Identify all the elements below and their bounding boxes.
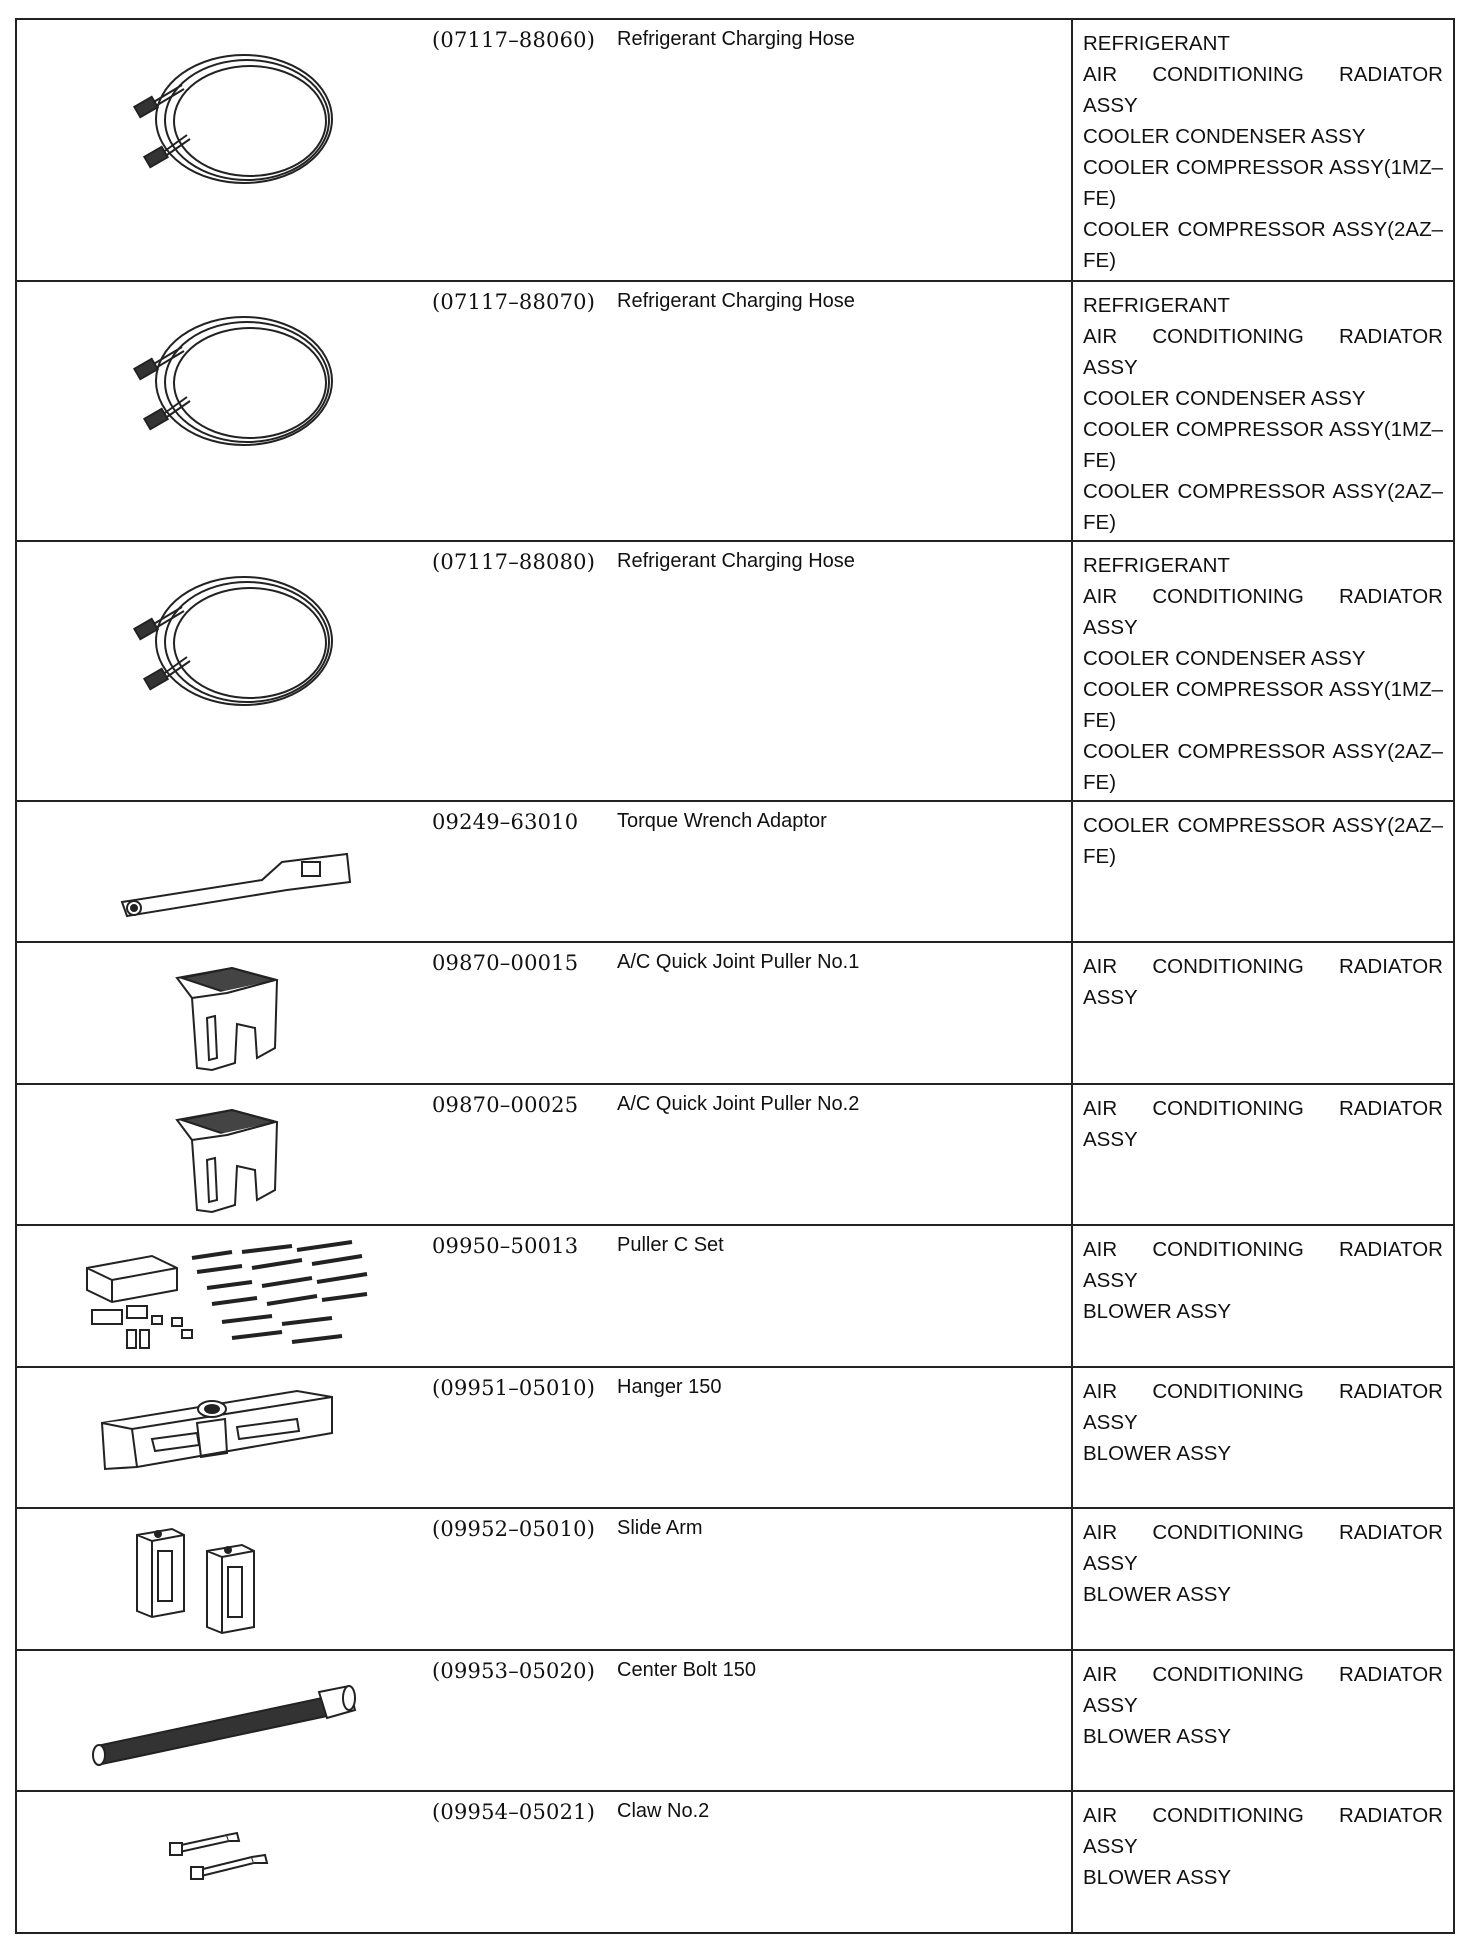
tool-name: Puller C Set [617, 1234, 724, 1256]
usage-list [1073, 1792, 1453, 1893]
tool-name: Claw No.2 [617, 1800, 710, 1822]
tool-cell [16, 1508, 1072, 1650]
usage-cell [1072, 19, 1454, 281]
usage-item: AIR CONDITIONING RADIATOR ASSY [1083, 1097, 1443, 1151]
usage-list [1073, 1509, 1453, 1610]
hanger-icon [97, 1383, 337, 1493]
usage-item: COOLER COMPRESSOR ASSY(2AZ–FE) [1083, 218, 1443, 272]
tool-row [16, 801, 1454, 942]
usage-item: AIR CONDITIONING RADIATOR ASSY [1083, 1663, 1443, 1717]
usage-list [1073, 1226, 1453, 1327]
usage-item: BLOWER ASSY [1083, 1442, 1232, 1465]
charging-hose-icon [122, 45, 342, 195]
tool-name: A/C Quick Joint Puller No.2 [617, 1093, 860, 1115]
part-number: (07117–88060) [432, 28, 596, 52]
usage-cell [1072, 281, 1454, 541]
usage-cell [1072, 1650, 1454, 1791]
part-number: 09950–50013 [432, 1234, 579, 1258]
tool-cell [16, 1367, 1072, 1508]
quick-joint-puller-icon [157, 1100, 297, 1215]
usage-cell [1072, 1225, 1454, 1367]
tool-row [16, 19, 1454, 281]
usage-item: COOLER COMPRESSOR ASSY(2AZ–FE) [1083, 480, 1443, 534]
quick-joint-puller-icon [157, 958, 297, 1073]
usage-cell [1072, 801, 1454, 942]
usage-cell [1072, 1508, 1454, 1650]
usage-item: AIR CONDITIONING RADIATOR ASSY [1083, 325, 1443, 379]
usage-list [1073, 1651, 1453, 1752]
usage-item: COOLER COMPRESSOR ASSY(1MZ–FE) [1083, 418, 1443, 472]
tool-row [16, 1367, 1454, 1508]
tool-name: Center Bolt 150 [617, 1659, 756, 1681]
usage-item: COOLER COMPRESSOR ASSY(1MZ–FE) [1083, 156, 1443, 210]
usage-item: REFRIGERANT [1083, 554, 1230, 577]
part-number: (07117–88070) [432, 290, 596, 314]
usage-cell [1072, 1367, 1454, 1508]
tool-cell [16, 801, 1072, 942]
tool-name: Hanger 150 [617, 1376, 722, 1398]
part-number: (07117–88080) [432, 550, 596, 574]
usage-list [1073, 1085, 1453, 1155]
tool-cell [16, 281, 1072, 541]
tool-name: Torque Wrench Adaptor [617, 810, 827, 832]
tool-cell [16, 19, 1072, 281]
tool-name: Refrigerant Charging Hose [617, 550, 855, 572]
usage-item: AIR CONDITIONING RADIATOR ASSY [1083, 585, 1443, 639]
usage-cell [1072, 541, 1454, 801]
tool-name: Refrigerant Charging Hose [617, 28, 855, 50]
part-number: 09870–00025 [432, 1093, 579, 1117]
tool-row [16, 1791, 1454, 1933]
usage-item: AIR CONDITIONING RADIATOR ASSY [1083, 63, 1443, 117]
tool-row [16, 942, 1454, 1084]
usage-item: AIR CONDITIONING RADIATOR ASSY [1083, 1238, 1443, 1292]
usage-item: COOLER COMPRESSOR ASSY(1MZ–FE) [1083, 678, 1443, 732]
tool-name: Refrigerant Charging Hose [617, 290, 855, 312]
usage-item: BLOWER ASSY [1083, 1866, 1232, 1889]
part-number: (09953–05020) [432, 1659, 596, 1683]
tool-name: A/C Quick Joint Puller No.1 [617, 951, 860, 973]
part-number: (09954–05021) [432, 1800, 596, 1824]
usage-cell [1072, 1084, 1454, 1225]
usage-item: COOLER CONDENSER ASSY [1083, 647, 1366, 670]
usage-item: AIR CONDITIONING RADIATOR ASSY [1083, 1804, 1443, 1858]
part-number: 09870–00015 [432, 951, 579, 975]
usage-list [1073, 282, 1453, 538]
tool-row [16, 1225, 1454, 1367]
usage-item: AIR CONDITIONING RADIATOR ASSY [1083, 1521, 1443, 1575]
usage-item: COOLER CONDENSER ASSY [1083, 125, 1366, 148]
torque-wrench-adaptor-icon [112, 832, 352, 922]
special-service-tools-table [15, 18, 1455, 1934]
usage-list [1073, 1368, 1453, 1469]
claw-icon [167, 1827, 277, 1887]
tool-row [16, 281, 1454, 541]
tool-row [16, 1084, 1454, 1225]
tool-row [16, 541, 1454, 801]
tool-cell [16, 1650, 1072, 1791]
usage-list [1073, 943, 1453, 1013]
center-bolt-icon [87, 1676, 357, 1776]
usage-item: BLOWER ASSY [1083, 1300, 1232, 1323]
usage-item: BLOWER ASSY [1083, 1583, 1232, 1606]
slide-arm-icon [132, 1521, 292, 1641]
usage-item: COOLER COMPRESSOR ASSY(2AZ–FE) [1083, 740, 1443, 794]
tool-cell [16, 541, 1072, 801]
usage-item: COOLER CONDENSER ASSY [1083, 387, 1366, 410]
charging-hose-icon [122, 567, 342, 717]
charging-hose-icon [122, 307, 342, 457]
usage-item: REFRIGERANT [1083, 32, 1230, 55]
part-number: 09249–63010 [432, 810, 579, 834]
tool-cell [16, 1084, 1072, 1225]
usage-cell [1072, 942, 1454, 1084]
tool-cell [16, 942, 1072, 1084]
usage-item: REFRIGERANT [1083, 294, 1230, 317]
usage-item: AIR CONDITIONING RADIATOR ASSY [1083, 1380, 1443, 1434]
usage-item: BLOWER ASSY [1083, 1725, 1232, 1748]
part-number: (09952–05010) [432, 1517, 596, 1541]
tool-name: Slide Arm [617, 1517, 703, 1539]
tool-row [16, 1508, 1454, 1650]
usage-list [1073, 802, 1453, 872]
tool-cell [16, 1225, 1072, 1367]
usage-list [1073, 20, 1453, 276]
puller-set-icon [82, 1238, 372, 1358]
part-number: (09951–05010) [432, 1376, 596, 1400]
usage-item: AIR CONDITIONING RADIATOR ASSY [1083, 955, 1443, 1009]
usage-list [1073, 542, 1453, 798]
usage-cell [1072, 1791, 1454, 1933]
tool-cell [16, 1791, 1072, 1933]
tool-row [16, 1650, 1454, 1791]
usage-item: COOLER COMPRESSOR ASSY(2AZ–FE) [1083, 814, 1443, 868]
